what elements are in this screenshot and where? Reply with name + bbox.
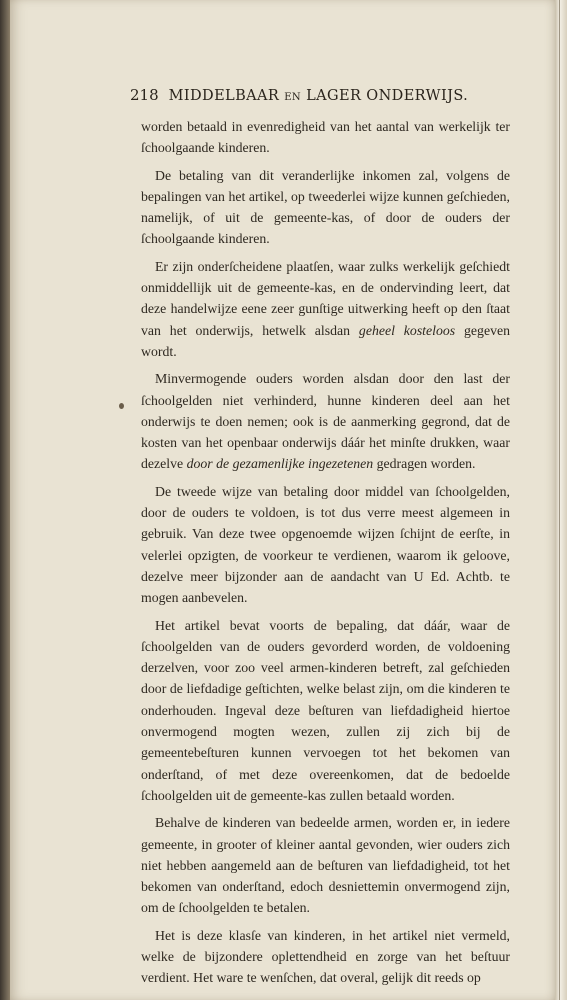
- running-title-part2: LAGER ONDERWIJS.: [306, 88, 469, 104]
- ink-spot: [119, 403, 124, 409]
- paragraph-text-end: gegeven wordt.: [141, 322, 510, 359]
- paragraph-4: [141, 368, 510, 474]
- running-header: [130, 86, 530, 104]
- paragraph-text-end: gedragen worden.: [373, 456, 476, 472]
- running-title-connector: EN: [284, 92, 302, 103]
- book-page: [10, 0, 555, 1000]
- running-title: [169, 88, 469, 104]
- paragraph-text: De tweede wijze van betaling door middel van ſchoolgelden, door de ouders te voldoen, is tot dus verre meest algemeen in gebruik. Van deze twee opgenoemde wijzen ſchijnt de eerſte, in velerlei opzigten, de voorkeur te verdienen, waarom ik geloove, dezelve meer bijzonder aan de aandacht van U Ed. Achtb. te mogen aanbevelen.: [141, 483, 510, 606]
- paragraph-1: [141, 116, 510, 159]
- book-spine-shadow: [0, 0, 10, 1000]
- paragraph-3: [141, 256, 510, 362]
- paragraph-text: Minvermogende ouders worden alsdan door den last der ſchoolgelden niet verhinderd, hunne kinderen deel aan het onderwijs te doen nemen; ook is de aanmerking gegrond, dat de kosten van het openbaar onderwijs dáár het minſte drukken, waar dezelve: [141, 371, 510, 472]
- paragraph-text: Het artikel bevat voorts de bepaling, dat dáár, waar de ſchoolgelden van de ouders gevorderd worden, de voldoening derzelven, voor zoo veel armen-kinderen betreft, zal geſchieden door de liefdadige geſtichten, welke belast zijn, om die kinderen te onderhouden. Ingeval deze beſturen van liefdadigheid hiertoe onvermogend mogten wezen, zullen zij zich bij de gemeentebeſturen kunnen vervoegen tot het bekomen van onderſtand, of met deze overeenkomen, dat de bedoelde ſchoolgelden uit de gemeente-kas zullen betaald worden.: [141, 617, 510, 803]
- page-number: 218: [130, 86, 159, 104]
- italic-phrase: door de gezamenlijke ingezetenen: [186, 456, 374, 472]
- paragraph-6: [141, 615, 510, 807]
- running-title-part1: MIDDELBAAR: [168, 88, 280, 104]
- paragraph-text: Het is deze klasſe van kinderen, in het artikel niet vermeld, welke de bijzondere oplettendheid en zorge van het beſtuur verdient. Het ware te wenſchen, dat overal, gelijk dit reeds op: [141, 927, 510, 986]
- paragraph-text: Er zijn onderſcheidene plaatſen, waar zulks werkelijk geſchiedt onmiddellijk uit de gemeente-kas, en de ondervinding leert, dat deze handelwijze eene zeer gunſtige uitwerking heeft op den ſtaat van het onderwijs, hetwelk alsdan: [141, 258, 510, 338]
- paragraph-8: [141, 925, 510, 989]
- page-edge: [555, 0, 567, 1000]
- paragraph-7: [141, 812, 510, 918]
- paragraph-5: [141, 481, 510, 609]
- paragraph-text: worden betaald in evenredigheid van het aantal van werkelijk ter ſchoolgaande kinderen.: [141, 119, 510, 156]
- italic-phrase: geheel kosteloos: [358, 322, 456, 338]
- paragraph-2: [141, 165, 510, 250]
- paragraph-text: Behalve de kinderen van bedeelde armen, worden er, in iedere gemeente, in grooter of kleiner aantal gevonden, wier ouders zich niet hebben aangemeld aan de beſturen van liefdadigheid, tot het bekomen van onderſtand, edoch desniettemin onvermogend zijn, om de ſchoolgelden te betalen.: [141, 815, 510, 916]
- body-text: [141, 116, 510, 995]
- paragraph-text: De betaling van dit veranderlijke inkomen zal, volgens de bepalingen van het artikel, op tweederlei wijze kunnen geſchieden, namelijk, of uit de gemeente-kas, of door de ouders der ſchoolgaande kinderen.: [141, 167, 510, 247]
